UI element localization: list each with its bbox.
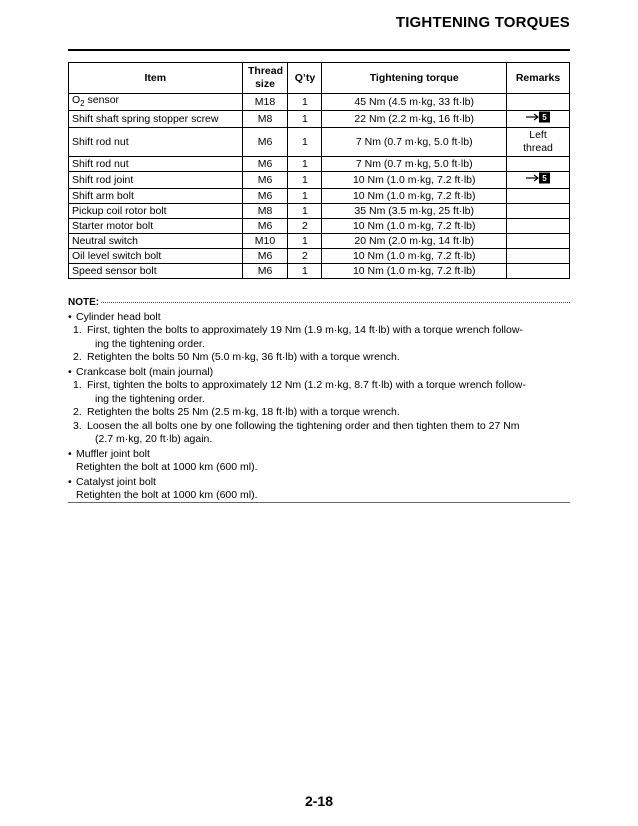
row-item: Shift rod nut [69,157,243,172]
row-size: M6 [242,157,288,172]
column-header-remarks: Remarks [507,63,570,94]
table-row [69,128,570,157]
note-heading [68,296,570,310]
column-header-thread-size [242,63,288,94]
note-text: Retighten the bolt at 1000 km (600 ml). [76,489,258,501]
row-torque: 10 Nm (1.0 m·kg, 7.2 ft·lb) [322,219,507,234]
row-torque: 20 Nm (2.0 m·kg, 14 ft·lb) [322,234,507,249]
row-size: M8 [242,204,288,219]
row-remark [507,94,570,111]
row-size: M6 [242,189,288,204]
row-item: Shift rod joint [69,172,243,189]
row-size: M6 [242,172,288,189]
column-header-torque: Tightening torque [322,63,507,94]
bullet-icon: • [68,475,72,488]
table-header-row [69,63,570,94]
table-row [69,219,570,234]
row-qty: 1 [288,189,322,204]
bullet-icon: • [68,310,72,323]
row-torque: 45 Nm (4.5 m·kg, 33 ft·lb) [322,94,507,111]
item-text: O [72,94,81,106]
row-item: Neutral switch [69,234,243,249]
locking-agent-icon [525,172,551,188]
remark-line-1: Left [529,129,547,142]
table-row [69,204,570,219]
row-remark [507,157,570,172]
row-size: M6 [242,264,288,279]
row-remark [507,204,570,219]
row-size: M18 [242,94,288,111]
row-remark [507,219,570,234]
step-line: First, tighten the bolts to approximately 12 Nm (1.2 m·kg, 8.7 ft·lb) with a torque wrench follow- [87,379,526,391]
note-step [68,379,570,406]
bullet-icon: • [68,365,72,378]
step-line: ing the tightening order. [95,337,205,350]
row-remark [507,264,570,279]
row-torque: 7 Nm (0.7 m·kg, 5.0 ft·lb) [322,157,507,172]
note-step [68,420,570,447]
row-qty: 2 [288,249,322,264]
table-row [69,264,570,279]
row-item: Starter motor bolt [69,219,243,234]
header-rule [68,49,570,51]
row-qty: 1 [288,111,322,128]
note-bullet [68,311,570,325]
thread-size-label: Thread size [248,65,284,90]
table-row [69,189,570,204]
row-torque: 35 Nm (3.5 m·kg, 25 ft·lb) [322,204,507,219]
row-item: Pickup coil rotor bolt [69,204,243,219]
step-line: Retighten the bolts 50 Nm (5.0 m·kg, 36 ft·lb) with a torque wrench. [87,351,400,363]
row-qty: 1 [288,264,322,279]
item-text-suffix: sensor [84,94,120,106]
row-remark [507,234,570,249]
note-text: Retighten the bolt at 1000 km (600 ml). [76,461,258,473]
row-remark [507,111,570,128]
notes-section [68,296,570,503]
svg-text:5: 5 [542,174,547,184]
page-title: TIGHTENING TORQUES [395,14,570,31]
row-item: Speed sensor bolt [69,264,243,279]
column-header-item: Item [69,63,243,94]
page-number: 2-18 [304,793,334,809]
row-torque: 10 Nm (1.0 m·kg, 7.2 ft·lb) [322,264,507,279]
row-torque: 10 Nm (1.0 m·kg, 7.2 ft·lb) [322,172,507,189]
step-line: Retighten the bolts 25 Nm (2.5 m·kg, 18 ft·lb) with a torque wrench. [87,406,400,418]
remark-line-2: thread [523,142,553,155]
row-remark [507,249,570,264]
step-number: 2. [73,406,82,418]
note-title: Crankcase bolt (main journal) [76,365,214,378]
note-end-rule [68,502,570,503]
step-number: 2. [73,351,82,363]
row-size: M6 [242,128,288,157]
step-line: ing the tightening order. [95,392,205,405]
row-item: Shift arm bolt [69,189,243,204]
row-torque: 10 Nm (1.0 m·kg, 7.2 ft·lb) [322,249,507,264]
table-row [69,234,570,249]
row-size: M6 [242,219,288,234]
row-qty: 1 [288,234,322,249]
note-bullet [68,366,570,380]
row-size: M6 [242,249,288,264]
table-row [69,157,570,172]
row-torque: 7 Nm (0.7 m·kg, 5.0 ft·lb) [322,128,507,157]
row-item: Oil level switch bolt [69,249,243,264]
row-remark [507,172,570,189]
table-row [69,249,570,264]
column-header-qty: Q’ty [288,63,322,94]
note-step [68,324,570,351]
svg-text:5: 5 [542,113,547,123]
note-bullet [68,448,570,462]
row-item: Shift shaft spring stopper screw [69,111,243,128]
table-row [69,94,570,111]
row-torque: 22 Nm (2.2 m·kg, 16 ft·lb) [322,111,507,128]
row-qty: 1 [288,204,322,219]
step-line: First, tighten the bolts to approximately 19 Nm (1.9 m·kg, 14 ft·lb) with a torque wrench follow- [87,324,523,336]
note-label: NOTE: [68,297,100,308]
row-remark [507,189,570,204]
note-rule [101,302,570,303]
row-qty: 2 [288,219,322,234]
row-qty: 1 [288,128,322,157]
row-size: M10 [242,234,288,249]
bullet-icon: • [68,447,72,460]
step-line: (2.7 m·kg, 20 ft·lb) again. [95,433,213,445]
step-line: Loosen the all bolts one by one following the tightening order and then tighten them to 27 Nm [87,419,520,432]
table-row [69,111,570,128]
note-title: Cylinder head bolt [76,310,161,323]
row-qty: 1 [288,94,322,111]
row-item [69,94,243,111]
row-torque: 10 Nm (1.0 m·kg, 7.2 ft·lb) [322,189,507,204]
step-number: 3. [73,419,82,432]
note-title: Muffler joint bolt [76,447,150,460]
table-row [69,172,570,189]
row-item: Shift rod nut [69,128,243,157]
note-bullet [68,476,570,490]
step-number: 1. [73,379,82,391]
note-step [68,406,570,420]
item-subscript: 2 [80,99,85,109]
torque-table [68,62,570,279]
note-step [68,351,570,365]
note-title: Catalyst joint bolt [76,475,156,488]
row-remark [507,128,570,157]
step-number: 1. [73,324,82,336]
locking-agent-icon [525,111,551,127]
row-size: M8 [242,111,288,128]
row-qty: 1 [288,157,322,172]
row-qty: 1 [288,172,322,189]
